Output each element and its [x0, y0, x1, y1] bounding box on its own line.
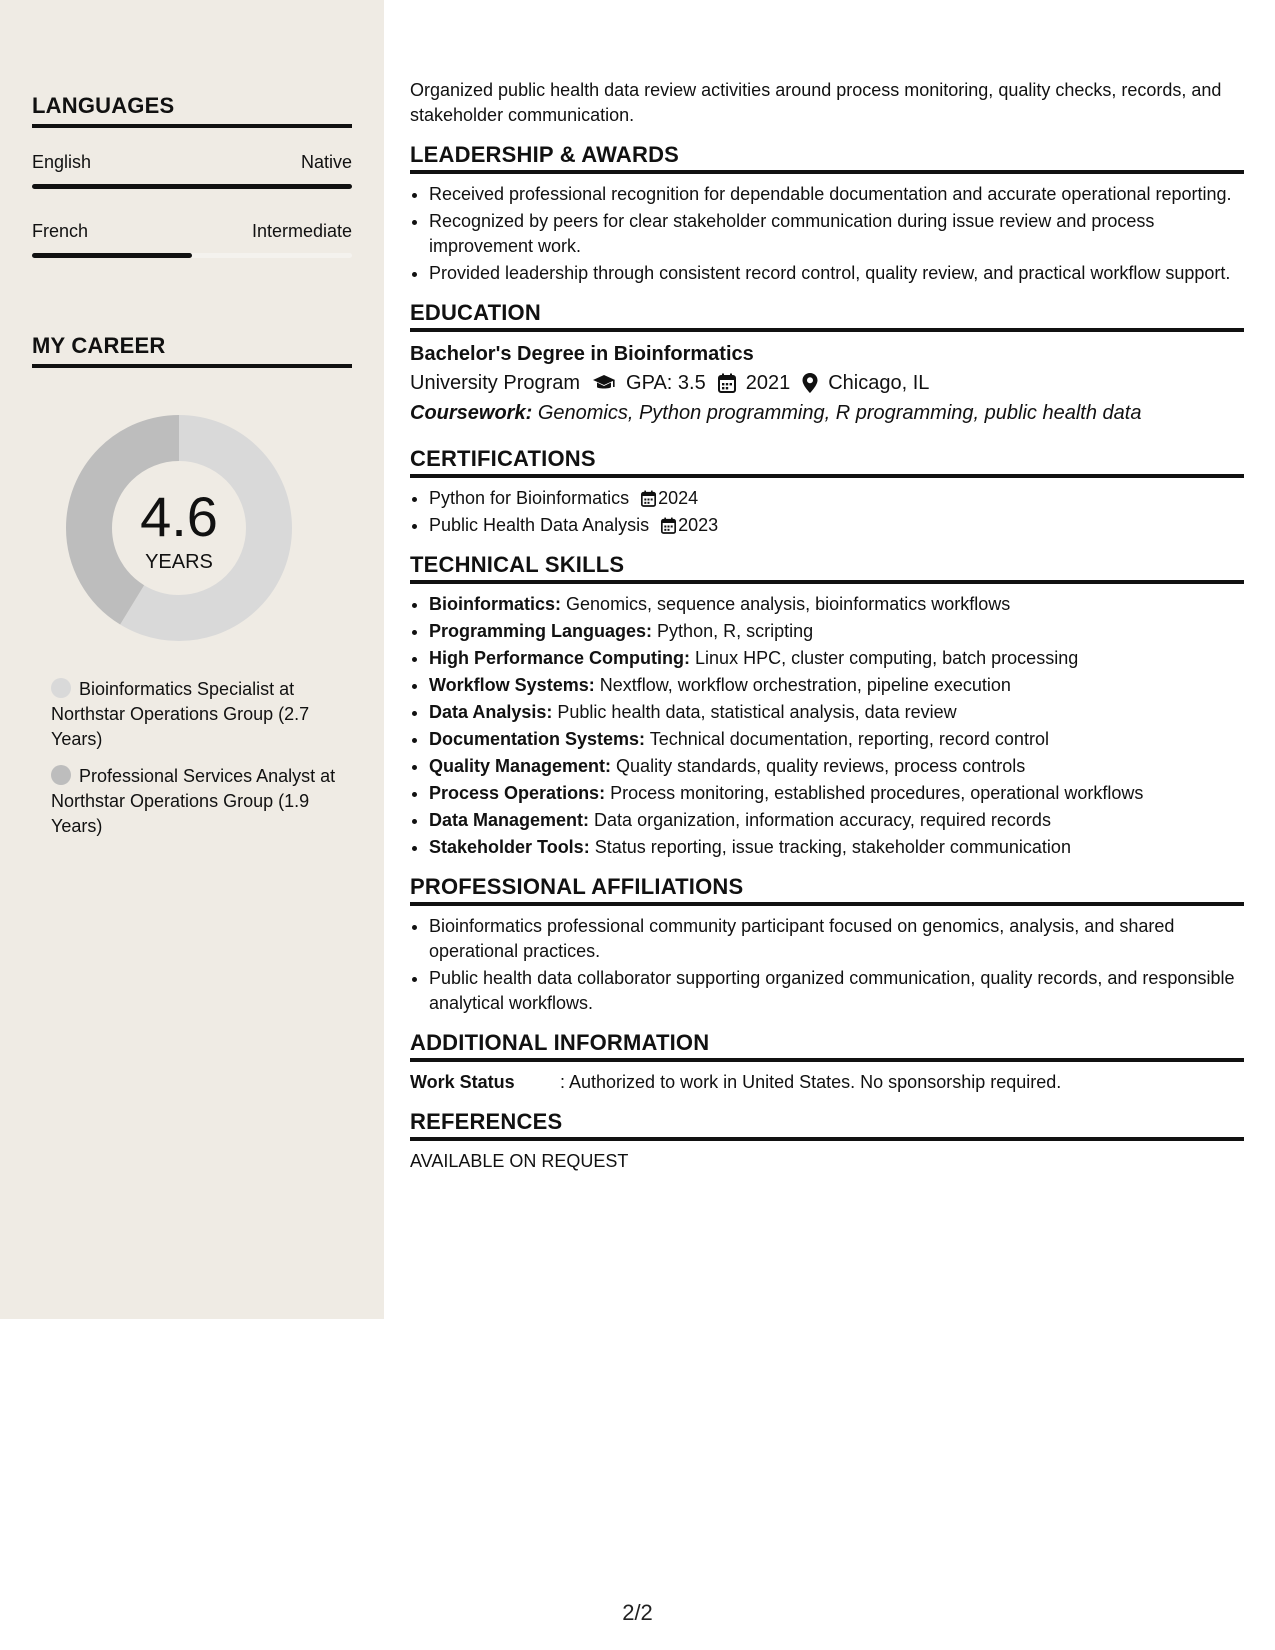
coursework-text: Genomics, Python programming, R programming, public health data	[537, 402, 1142, 424]
career-total-value: 4.6	[140, 485, 218, 548]
work-status-row	[410, 1070, 1244, 1095]
certification-year: 2024	[658, 488, 699, 508]
list-item	[429, 486, 1244, 511]
technical-skills-list	[410, 592, 1244, 860]
leadership-list	[410, 182, 1244, 286]
skill-value: Python, R, scripting	[657, 621, 814, 641]
career-donut-chart	[66, 415, 292, 641]
technical-skills-heading: TECHNICAL SKILLS	[410, 552, 1244, 584]
calendar-icon	[718, 373, 736, 393]
certification-name: • Python for Bioinformatics	[429, 488, 630, 508]
skill-label: High Performance Computing:	[429, 648, 691, 668]
skill-value: Quality standards, quality reviews, process controls	[616, 756, 1026, 776]
list-item	[429, 727, 1244, 752]
list-item	[429, 700, 1244, 725]
skill-value: Process monitoring, established procedures, operational workflows	[610, 783, 1144, 803]
certification-name: • Public Health Data Analysis	[429, 515, 650, 535]
work-status-value: : Authorized to work in United States. No sponsorship required.	[560, 1072, 1062, 1092]
language-level: Native	[300, 152, 352, 172]
language-bar-english	[32, 184, 352, 189]
skill-value: Linux HPC, cluster computing, batch processing	[695, 648, 1079, 668]
list-item: • Public health data collaborator supporting organized communication, quality records, and responsible analytical workflows.	[429, 966, 1244, 1016]
intro-paragraph: Organized public health data review activities around process monitoring, quality checks, records, and stakeholder communication.	[410, 80, 1222, 125]
affiliations-list	[410, 914, 1244, 1016]
calendar-icon	[661, 517, 676, 534]
education-degree: Bachelor's Degree in Bioinformatics	[410, 343, 754, 365]
education-school: University Program	[410, 372, 581, 394]
additional-info-heading: ADDITIONAL INFORMATION	[410, 1030, 1244, 1062]
language-bar-fill	[32, 253, 192, 258]
education-location: Chicago, IL	[828, 372, 930, 394]
list-item: • Provided leadership through consistent record control, quality review, and practical workflow support.	[429, 261, 1244, 286]
skill-label: Data Management:	[429, 810, 590, 830]
skill-value: Genomics, sequence analysis, bioinformatics workflows	[566, 594, 1011, 614]
list-item	[429, 513, 1244, 538]
work-status-label: Work Status	[410, 1072, 515, 1092]
language-bar-fill	[32, 184, 352, 189]
list-item	[429, 592, 1244, 617]
education-details	[410, 368, 1244, 398]
skill-value: Status reporting, issue tracking, stakeholder communication	[594, 837, 1071, 857]
skill-value: Nextflow, workflow orchestration, pipeline execution	[599, 675, 1011, 695]
career-heading: MY CAREER	[32, 333, 352, 368]
graduation-cap-icon	[592, 374, 616, 392]
map-pin-icon	[802, 373, 818, 393]
career-item	[51, 764, 341, 839]
list-item	[429, 781, 1244, 806]
career-item-text: Professional Services Analyst at Northstar Operations Group (1.9 Years)	[51, 766, 336, 836]
language-name: French	[32, 221, 89, 241]
sidebar	[0, 0, 384, 1319]
list-item	[429, 808, 1244, 833]
main-content	[410, 78, 1244, 1174]
education-year: 2021	[745, 372, 791, 394]
language-level: Intermediate	[251, 221, 352, 241]
list-item: • Bioinformatics professional community participant focused on genomics, analysis, and shared operational practices.	[429, 914, 1244, 964]
skill-value: Public health data, statistical analysis, data review	[557, 702, 957, 722]
certification-year: 2023	[678, 515, 719, 535]
affiliations-heading: PROFESSIONAL AFFILIATIONS	[410, 874, 1244, 906]
skill-label: Bioinformatics:	[429, 594, 562, 614]
skill-label: Workflow Systems:	[429, 675, 595, 695]
education-heading: EDUCATION	[410, 300, 1244, 332]
list-item	[429, 646, 1244, 671]
legend-dot	[51, 765, 71, 785]
education-gpa: GPA: 3.5	[626, 372, 706, 394]
language-row-french	[32, 221, 352, 242]
skill-value: Technical documentation, reporting, record control	[649, 729, 1049, 749]
education-coursework	[410, 398, 1244, 428]
coursework-label: Coursework:	[410, 402, 533, 424]
certifications-list	[410, 486, 1244, 538]
skill-label: Process Operations:	[429, 783, 606, 803]
skill-label: Quality Management:	[429, 756, 612, 776]
references-heading: REFERENCES	[410, 1109, 1244, 1141]
language-bar-french	[32, 253, 352, 258]
skill-value: Data organization, information accuracy, required records	[594, 810, 1051, 830]
skill-label: Stakeholder Tools:	[429, 837, 590, 857]
legend-dot	[51, 678, 71, 698]
list-item	[429, 754, 1244, 779]
skill-label: Documentation Systems:	[429, 729, 646, 749]
career-total-unit: YEARS	[145, 551, 213, 573]
page-number: 2/2	[622, 1600, 653, 1625]
language-row-english	[32, 152, 352, 173]
list-item	[429, 619, 1244, 644]
calendar-icon	[641, 490, 656, 507]
skill-label: Data Analysis:	[429, 702, 553, 722]
list-item	[429, 835, 1244, 860]
career-item-text: Bioinformatics Specialist at Northstar Operations Group (2.7 Years)	[51, 679, 310, 749]
languages-heading: LANGUAGES	[32, 93, 352, 128]
references-text: AVAILABLE ON REQUEST	[410, 1151, 629, 1171]
list-item	[429, 673, 1244, 698]
list-item: • Received professional recognition for dependable documentation and accurate operational reporting.	[429, 182, 1244, 207]
list-item: • Recognized by peers for clear stakeholder communication during issue review and process improvement work.	[429, 209, 1244, 259]
certifications-heading: CERTIFICATIONS	[410, 446, 1244, 478]
leadership-heading: LEADERSHIP & AWARDS	[410, 142, 1244, 174]
career-item	[51, 677, 341, 752]
skill-label: Programming Languages:	[429, 621, 653, 641]
language-name: English	[32, 152, 92, 172]
